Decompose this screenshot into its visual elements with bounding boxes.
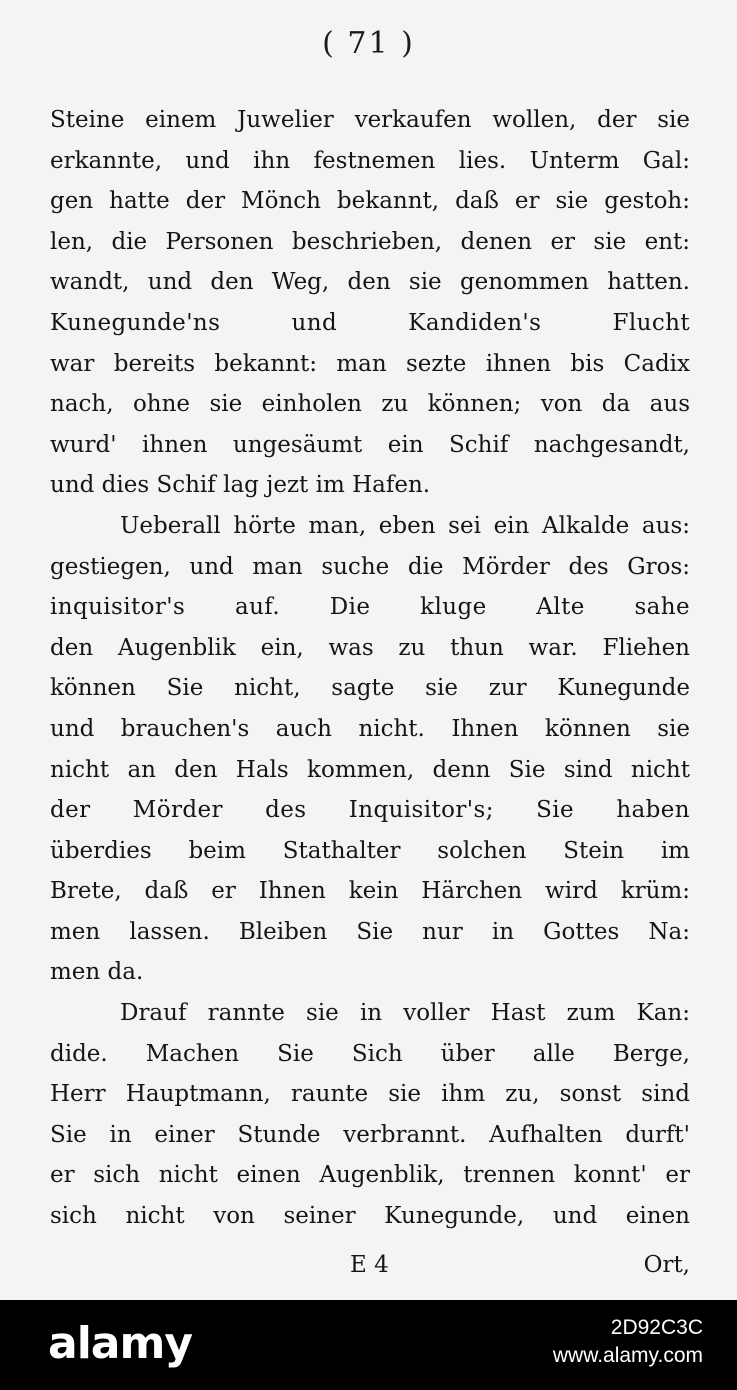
text-line: gen hatte der Mönch bekannt, daß er sie gestoh: xyxy=(50,188,690,215)
page-footer xyxy=(50,1252,690,1288)
stock-logo: alamy xyxy=(48,1318,192,1369)
text-line: können Sie nicht, sagte sie zur Kunegunde xyxy=(50,675,690,702)
text-line: den Augenblik ein, was zu thun war. Fliehen xyxy=(50,634,690,661)
catchword: Ort, xyxy=(643,1252,690,1278)
text-line: Herr Hauptmann, raunte sie ihm zu, sonst sind xyxy=(50,1081,690,1108)
text-line: erkannte, und ihn festnemen lies. Unterm Gal: xyxy=(50,147,690,174)
text-line: Ueberall hörte man, eben sei ein Alkalde aus: xyxy=(120,512,690,539)
text-line: nicht an den Hals kommen, denn Sie sind nicht xyxy=(50,756,690,783)
watermark-bar xyxy=(0,1300,737,1390)
page-number: ( 71 ) xyxy=(322,26,415,61)
text-line: und brauchen's auch nicht. Ihnen können sie xyxy=(50,715,690,742)
text-line: gestiegen, und man suche die Mörder des Gros: xyxy=(50,553,690,580)
image-code: 2D92C3C xyxy=(610,1316,703,1339)
text-line: überdies beim Stathalter solchen Stein im xyxy=(50,837,690,864)
text-line: len, die Personen beschrieben, denen er sie ent: xyxy=(50,228,690,255)
text-line: der Mörder des Inquisitor's; Sie haben xyxy=(50,797,690,824)
text-line: sich nicht von seiner Kunegunde, und einen xyxy=(50,1203,690,1230)
text-line: Steine einem Juwelier verkaufen wollen, der sie xyxy=(50,107,690,133)
text-line: wurd' ihnen ungesäumt ein Schif nachgesandt, xyxy=(50,431,690,458)
text-line: dide. Machen Sie Sich über alle Berge, xyxy=(50,1040,690,1067)
text-line: Kunegunde'ns und Kandiden's Flucht xyxy=(50,309,690,336)
text-line: nach, ohne sie einholen zu können; von da aus xyxy=(50,391,690,418)
text-line: men lassen. Bleiben Sie nur in Gottes Na: xyxy=(50,918,690,945)
text-line: inquisitor's auf. Die kluge Alte sahe xyxy=(50,594,690,621)
text-line: war bereits bekannt: man sezte ihnen bis Cadix xyxy=(50,350,690,377)
text-line: wandt, und den Weg, den sie genommen hatten. xyxy=(50,269,690,296)
text-line: und dies Schif lag jezt im Hafen. xyxy=(50,472,431,499)
body-text xyxy=(50,100,690,1237)
text-line: Sie in einer Stunde verbrannt. Aufhalten durft' xyxy=(50,1121,690,1148)
stock-image-id xyxy=(553,1314,703,1370)
text-line: Brete, daß er Ihnen kein Härchen wird krüm: xyxy=(50,878,690,905)
signature-mark: E 4 xyxy=(350,1252,389,1278)
stock-url: www.alamy.com xyxy=(552,1344,703,1367)
text-line: er sich nicht einen Augenblik, trennen konnt' er xyxy=(50,1162,690,1189)
text-line: Drauf rannte sie in voller Hast zum Kan: xyxy=(120,1000,690,1027)
text-line: men da. xyxy=(50,959,144,986)
